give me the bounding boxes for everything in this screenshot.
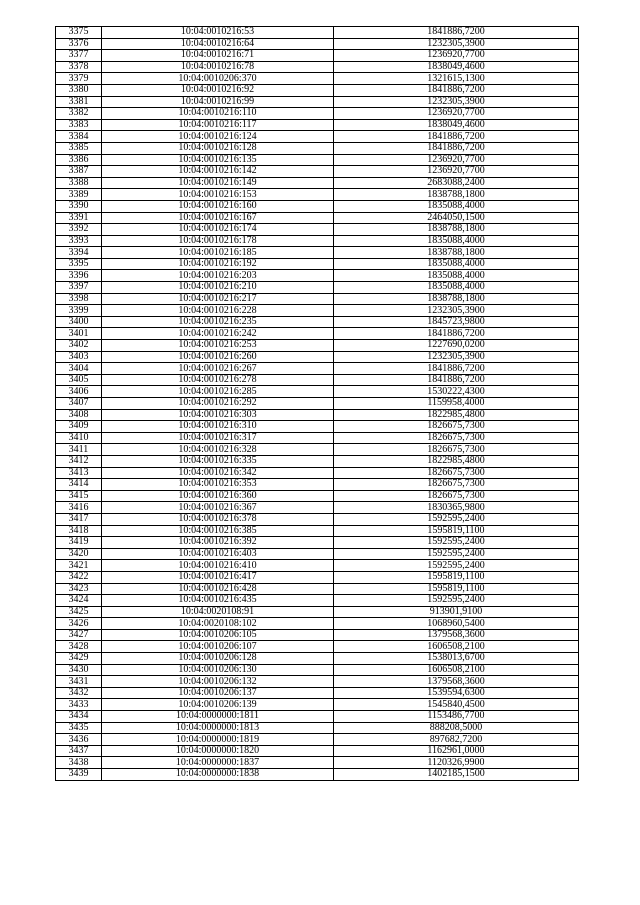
cadastral-number-cell: 10:04:0010216:428 — [102, 583, 334, 595]
table-row — [56, 38, 579, 50]
cadastral-number-cell: 10:04:0010216:353 — [102, 479, 334, 491]
value-cell: 1595819,1100 — [334, 525, 579, 537]
row-number-cell: 3377 — [56, 50, 102, 62]
table-row — [56, 409, 579, 421]
row-number-cell: 3404 — [56, 363, 102, 375]
value-cell: 1592595,2400 — [334, 560, 579, 572]
value-cell: 1595819,1100 — [334, 583, 579, 595]
value-cell: 1538013,6700 — [334, 653, 579, 665]
row-number-cell: 3431 — [56, 676, 102, 688]
table-row — [56, 571, 579, 583]
table-row — [56, 421, 579, 433]
value-cell: 1826675,7300 — [334, 444, 579, 456]
table-row — [56, 235, 579, 247]
row-number-cell: 3416 — [56, 502, 102, 514]
data-table — [55, 26, 579, 781]
value-cell: 1826675,7300 — [334, 467, 579, 479]
value-cell: 1841886,7200 — [334, 328, 579, 340]
cadastral-number-cell: 10:04:0010216:210 — [102, 282, 334, 294]
value-cell: 1835088,4000 — [334, 200, 579, 212]
value-cell: 1826675,7300 — [334, 421, 579, 433]
row-number-cell: 3382 — [56, 108, 102, 120]
row-number-cell: 3390 — [56, 200, 102, 212]
row-number-cell: 3425 — [56, 606, 102, 618]
row-number-cell: 3401 — [56, 328, 102, 340]
row-number-cell: 3406 — [56, 386, 102, 398]
value-cell: 1153486,7700 — [334, 711, 579, 723]
table-row — [56, 119, 579, 131]
table-body — [56, 27, 579, 781]
value-cell: 1159958,4000 — [334, 398, 579, 410]
table-row — [56, 537, 579, 549]
cadastral-number-cell: 10:04:0010216:378 — [102, 513, 334, 525]
row-number-cell: 3414 — [56, 479, 102, 491]
cadastral-number-cell: 10:04:0010216:385 — [102, 525, 334, 537]
cadastral-number-cell: 10:04:0010216:160 — [102, 200, 334, 212]
value-cell: 1236920,7700 — [334, 50, 579, 62]
row-number-cell: 3396 — [56, 270, 102, 282]
cadastral-number-cell: 10:04:0010216:410 — [102, 560, 334, 572]
value-cell: 1822985,4800 — [334, 409, 579, 421]
row-number-cell: 3384 — [56, 131, 102, 143]
table-row — [56, 96, 579, 108]
row-number-cell: 3429 — [56, 653, 102, 665]
cadastral-number-cell: 10:04:0010216:128 — [102, 142, 334, 154]
row-number-cell: 3428 — [56, 641, 102, 653]
table-row — [56, 479, 579, 491]
table-row — [56, 177, 579, 189]
row-number-cell: 3430 — [56, 664, 102, 676]
row-number-cell: 3386 — [56, 154, 102, 166]
value-cell: 1841886,7200 — [334, 374, 579, 386]
row-number-cell: 3421 — [56, 560, 102, 572]
row-number-cell: 3391 — [56, 212, 102, 224]
cadastral-number-cell: 10:04:0010216:303 — [102, 409, 334, 421]
row-number-cell: 3418 — [56, 525, 102, 537]
value-cell: 1606508,2100 — [334, 641, 579, 653]
value-cell: 1838788,1800 — [334, 293, 579, 305]
value-cell: 1838049,4600 — [334, 61, 579, 73]
table-row — [56, 653, 579, 665]
value-cell: 1595819,1100 — [334, 571, 579, 583]
cadastral-number-cell: 10:04:0000000:1820 — [102, 745, 334, 757]
value-cell: 1841886,7200 — [334, 84, 579, 96]
row-number-cell: 3392 — [56, 224, 102, 236]
cadastral-number-cell: 10:04:0010206:137 — [102, 687, 334, 699]
value-cell: 1592595,2400 — [334, 537, 579, 549]
table-row — [56, 664, 579, 676]
cadastral-number-cell: 10:04:0010216:149 — [102, 177, 334, 189]
cadastral-number-cell: 10:04:0010216:142 — [102, 166, 334, 178]
table-row — [56, 131, 579, 143]
table-row — [56, 595, 579, 607]
cadastral-number-cell: 10:04:0010216:178 — [102, 235, 334, 247]
value-cell: 1835088,4000 — [334, 258, 579, 270]
table-row — [56, 618, 579, 630]
table-row — [56, 61, 579, 73]
value-cell: 1838049,4600 — [334, 119, 579, 131]
row-number-cell: 3376 — [56, 38, 102, 50]
row-number-cell: 3422 — [56, 571, 102, 583]
row-number-cell: 3395 — [56, 258, 102, 270]
cadastral-number-cell: 10:04:0010216:392 — [102, 537, 334, 549]
row-number-cell: 3381 — [56, 96, 102, 108]
cadastral-number-cell: 10:04:0020108:91 — [102, 606, 334, 618]
table-row — [56, 676, 579, 688]
row-number-cell: 3435 — [56, 722, 102, 734]
value-cell: 1606508,2100 — [334, 664, 579, 676]
table-row — [56, 455, 579, 467]
value-cell: 1120326,9900 — [334, 757, 579, 769]
row-number-cell: 3378 — [56, 61, 102, 73]
cadastral-number-cell: 10:04:0010216:285 — [102, 386, 334, 398]
cadastral-number-cell: 10:04:0010216:242 — [102, 328, 334, 340]
cadastral-number-cell: 10:04:0010216:403 — [102, 548, 334, 560]
value-cell: 1379568,3600 — [334, 676, 579, 688]
cadastral-number-cell: 10:04:0010216:53 — [102, 27, 334, 39]
row-number-cell: 3417 — [56, 513, 102, 525]
table-row — [56, 108, 579, 120]
row-number-cell: 3394 — [56, 247, 102, 259]
row-number-cell: 3426 — [56, 618, 102, 630]
table-row — [56, 641, 579, 653]
row-number-cell: 3405 — [56, 374, 102, 386]
row-number-cell: 3389 — [56, 189, 102, 201]
row-number-cell: 3385 — [56, 142, 102, 154]
table-row — [56, 200, 579, 212]
row-number-cell: 3434 — [56, 711, 102, 723]
table-row — [56, 154, 579, 166]
value-cell: 1592595,2400 — [334, 548, 579, 560]
value-cell: 1232305,3900 — [334, 351, 579, 363]
row-number-cell: 3419 — [56, 537, 102, 549]
value-cell: 1841886,7200 — [334, 131, 579, 143]
row-number-cell: 3438 — [56, 757, 102, 769]
table-row — [56, 525, 579, 537]
table-row — [56, 444, 579, 456]
cadastral-number-cell: 10:04:0020108:102 — [102, 618, 334, 630]
cadastral-number-cell: 10:04:0010216:260 — [102, 351, 334, 363]
row-number-cell: 3402 — [56, 340, 102, 352]
table-row — [56, 142, 579, 154]
table-row — [56, 282, 579, 294]
table-row — [56, 757, 579, 769]
cadastral-number-cell: 10:04:0010216:110 — [102, 108, 334, 120]
value-cell: 888208,5000 — [334, 722, 579, 734]
cadastral-number-cell: 10:04:0010216:217 — [102, 293, 334, 305]
cadastral-number-cell: 10:04:0010216:417 — [102, 571, 334, 583]
row-number-cell: 3420 — [56, 548, 102, 560]
table-row — [56, 316, 579, 328]
cadastral-number-cell: 10:04:0010216:185 — [102, 247, 334, 259]
table-row — [56, 548, 579, 560]
table-row — [56, 560, 579, 572]
table-row — [56, 189, 579, 201]
value-cell: 1236920,7700 — [334, 166, 579, 178]
value-cell: 1232305,3900 — [334, 96, 579, 108]
cadastral-number-cell: 10:04:0010216:335 — [102, 455, 334, 467]
table-row — [56, 328, 579, 340]
table-row — [56, 212, 579, 224]
table-row — [56, 629, 579, 641]
table-row — [56, 769, 579, 781]
value-cell: 1379568,3600 — [334, 629, 579, 641]
row-number-cell: 3432 — [56, 687, 102, 699]
value-cell: 2464050,1500 — [334, 212, 579, 224]
table-row — [56, 340, 579, 352]
table-row — [56, 687, 579, 699]
cadastral-number-cell: 10:04:0010216:367 — [102, 502, 334, 514]
cadastral-number-cell: 10:04:0000000:1813 — [102, 722, 334, 734]
cadastral-number-cell: 10:04:0010216:228 — [102, 305, 334, 317]
row-number-cell: 3415 — [56, 490, 102, 502]
cadastral-number-cell: 10:04:0010216:78 — [102, 61, 334, 73]
table-row — [56, 247, 579, 259]
value-cell: 1822985,4800 — [334, 455, 579, 467]
table-row — [56, 386, 579, 398]
cadastral-number-cell: 10:04:0010216:71 — [102, 50, 334, 62]
value-cell: 1830365,9800 — [334, 502, 579, 514]
value-cell: 1841886,7200 — [334, 142, 579, 154]
row-number-cell: 3411 — [56, 444, 102, 456]
cadastral-number-cell: 10:04:0010216:64 — [102, 38, 334, 50]
table-row — [56, 305, 579, 317]
cadastral-number-cell: 10:04:0000000:1811 — [102, 711, 334, 723]
value-cell: 1592595,2400 — [334, 595, 579, 607]
cadastral-number-cell: 10:04:0010216:124 — [102, 131, 334, 143]
cadastral-number-cell: 10:04:0010216:153 — [102, 189, 334, 201]
cadastral-number-cell: 10:04:0010216:292 — [102, 398, 334, 410]
cadastral-number-cell: 10:04:0010216:360 — [102, 490, 334, 502]
value-cell: 1838788,1800 — [334, 247, 579, 259]
value-cell: 1232305,3900 — [334, 305, 579, 317]
table-row — [56, 490, 579, 502]
value-cell: 1227690,0200 — [334, 340, 579, 352]
row-number-cell: 3424 — [56, 595, 102, 607]
table-row — [56, 27, 579, 39]
row-number-cell: 3400 — [56, 316, 102, 328]
cadastral-number-cell: 10:04:0010216:192 — [102, 258, 334, 270]
row-number-cell: 3388 — [56, 177, 102, 189]
row-number-cell: 3403 — [56, 351, 102, 363]
value-cell: 913901,9100 — [334, 606, 579, 618]
value-cell: 1402185,1500 — [334, 769, 579, 781]
cadastral-number-cell: 10:04:0010216:203 — [102, 270, 334, 282]
cadastral-number-cell: 10:04:0010216:253 — [102, 340, 334, 352]
table-row — [56, 606, 579, 618]
cadastral-number-cell: 10:04:0010206:132 — [102, 676, 334, 688]
row-number-cell: 3437 — [56, 745, 102, 757]
table-row — [56, 374, 579, 386]
value-cell: 1236920,7700 — [334, 154, 579, 166]
row-number-cell: 3436 — [56, 734, 102, 746]
row-number-cell: 3433 — [56, 699, 102, 711]
value-cell: 1841886,7200 — [334, 27, 579, 39]
value-cell: 1835088,4000 — [334, 282, 579, 294]
table-row — [56, 583, 579, 595]
row-number-cell: 3399 — [56, 305, 102, 317]
value-cell: 1838788,1800 — [334, 189, 579, 201]
cadastral-number-cell: 10:04:0010206:130 — [102, 664, 334, 676]
cadastral-number-cell: 10:04:0010216:328 — [102, 444, 334, 456]
value-cell: 2683088,2400 — [334, 177, 579, 189]
value-cell: 1236920,7700 — [334, 108, 579, 120]
cadastral-number-cell: 10:04:0010206:107 — [102, 641, 334, 653]
cadastral-number-cell: 10:04:0010216:317 — [102, 432, 334, 444]
value-cell: 1539594,6300 — [334, 687, 579, 699]
row-number-cell: 3383 — [56, 119, 102, 131]
cadastral-number-cell: 10:04:0010216:167 — [102, 212, 334, 224]
table-row — [56, 293, 579, 305]
cadastral-number-cell: 10:04:0000000:1838 — [102, 769, 334, 781]
value-cell: 1838788,1800 — [334, 224, 579, 236]
table-row — [56, 50, 579, 62]
cadastral-number-cell: 10:04:0000000:1837 — [102, 757, 334, 769]
cadastral-number-cell: 10:04:0010216:278 — [102, 374, 334, 386]
value-cell: 1841886,7200 — [334, 363, 579, 375]
table-row — [56, 432, 579, 444]
cadastral-number-cell: 10:04:0010216:435 — [102, 595, 334, 607]
table-row — [56, 502, 579, 514]
row-number-cell: 3379 — [56, 73, 102, 85]
value-cell: 897682,7200 — [334, 734, 579, 746]
table-row — [56, 363, 579, 375]
cadastral-number-cell: 10:04:0010206:370 — [102, 73, 334, 85]
cadastral-number-cell: 10:04:0010216:92 — [102, 84, 334, 96]
value-cell: 1162961,0000 — [334, 745, 579, 757]
value-cell: 1835088,4000 — [334, 270, 579, 282]
table-row — [56, 258, 579, 270]
value-cell: 1826675,7300 — [334, 479, 579, 491]
cadastral-number-cell: 10:04:0010216:267 — [102, 363, 334, 375]
table-row — [56, 398, 579, 410]
value-cell: 1835088,4000 — [334, 235, 579, 247]
table-row — [56, 467, 579, 479]
table-row — [56, 224, 579, 236]
table-row — [56, 73, 579, 85]
value-cell: 1232305,3900 — [334, 38, 579, 50]
value-cell: 1826675,7300 — [334, 432, 579, 444]
value-cell: 1068960,5400 — [334, 618, 579, 630]
cadastral-number-cell: 10:04:0010216:310 — [102, 421, 334, 433]
cadastral-number-cell: 10:04:0010216:135 — [102, 154, 334, 166]
value-cell: 1321615,1300 — [334, 73, 579, 85]
row-number-cell: 3408 — [56, 409, 102, 421]
row-number-cell: 3398 — [56, 293, 102, 305]
cadastral-number-cell: 10:04:0010216:99 — [102, 96, 334, 108]
value-cell: 1530222,4300 — [334, 386, 579, 398]
table-row — [56, 734, 579, 746]
table-row — [56, 745, 579, 757]
cadastral-number-cell: 10:04:0000000:1819 — [102, 734, 334, 746]
row-number-cell: 3439 — [56, 769, 102, 781]
table-row — [56, 722, 579, 734]
row-number-cell: 3413 — [56, 467, 102, 479]
table-row — [56, 351, 579, 363]
cadastral-number-cell: 10:04:0010206:128 — [102, 653, 334, 665]
row-number-cell: 3423 — [56, 583, 102, 595]
cadastral-number-cell: 10:04:0010216:174 — [102, 224, 334, 236]
cadastral-number-cell: 10:04:0010206:139 — [102, 699, 334, 711]
table-row — [56, 513, 579, 525]
table-row — [56, 711, 579, 723]
cadastral-number-cell: 10:04:0010216:117 — [102, 119, 334, 131]
row-number-cell: 3393 — [56, 235, 102, 247]
row-number-cell: 3407 — [56, 398, 102, 410]
cadastral-number-cell: 10:04:0010216:235 — [102, 316, 334, 328]
cadastral-number-cell: 10:04:0010206:105 — [102, 629, 334, 641]
value-cell: 1826675,7300 — [334, 490, 579, 502]
row-number-cell: 3375 — [56, 27, 102, 39]
row-number-cell: 3387 — [56, 166, 102, 178]
row-number-cell: 3380 — [56, 84, 102, 96]
row-number-cell: 3427 — [56, 629, 102, 641]
row-number-cell: 3409 — [56, 421, 102, 433]
table-row — [56, 699, 579, 711]
table-row — [56, 84, 579, 96]
value-cell: 1845723,9800 — [334, 316, 579, 328]
value-cell: 1592595,2400 — [334, 513, 579, 525]
table-row — [56, 270, 579, 282]
cadastral-number-cell: 10:04:0010216:342 — [102, 467, 334, 479]
row-number-cell: 3397 — [56, 282, 102, 294]
row-number-cell: 3412 — [56, 455, 102, 467]
table-row — [56, 166, 579, 178]
value-cell: 1545840,4500 — [334, 699, 579, 711]
row-number-cell: 3410 — [56, 432, 102, 444]
